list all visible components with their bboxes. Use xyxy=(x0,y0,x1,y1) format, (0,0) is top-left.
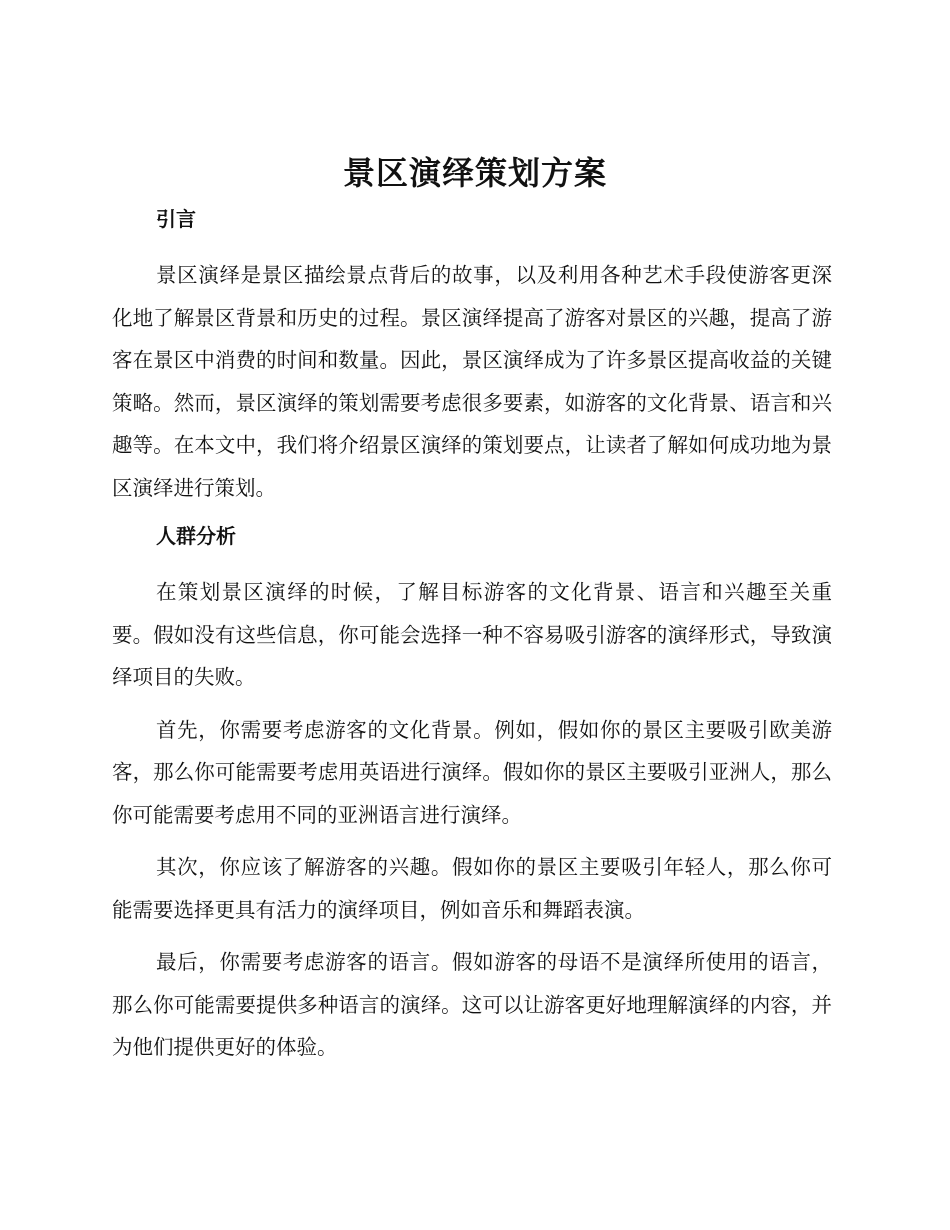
paragraph: 最后，你需要考虑游客的语言。假如游客的母语不是演绎所使用的语言，那么你可能需要提供多种语言的演绎。这可以让游客更好地理解演绎的内容，并为他们提供更好的体验。 xyxy=(112,950,832,1059)
section-heading: 引言 xyxy=(156,207,196,231)
paragraph: 在策划景区演绎的时候，了解目标游客的文化背景、语言和兴趣至关重要。假如没有这些信息，你可能会选择一种不容易吸引游客的演绎形式，导致演绎项目的失败。 xyxy=(112,580,832,689)
document-title: 景区演绎策划方案 xyxy=(342,154,607,192)
paragraph: 景区演绎是景区描绘景点背后的故事，以及利用各种艺术手段使游客更深化地了解景区背景和历史的过程。景区演绎提高了游客对景区的兴趣，提高了游客在景区中消费的时间和数量。因此，景区演绎成为了许多景区提高收益的关键策略。然而，景区演绎的策划需要考虑很多要素，如游客的文化背景、语言和兴趣等。在本文中，我们将介绍景区演绎的策划要点，让读者了解如何成功地为景区演绎进行策划。 xyxy=(112,263,832,500)
section-heading: 人群分析 xyxy=(156,524,236,548)
paragraph: 首先，你需要考虑游客的文化背景。例如，假如你的景区主要吸引欧美游客，那么你可能需要考虑用英语进行演绎。假如你的景区主要吸引亚洲人，那么你可能需要考虑用不同的亚洲语言进行演绎。 xyxy=(112,717,832,827)
section-audience-analysis xyxy=(112,519,832,1069)
document-body xyxy=(112,202,832,1079)
section-intro xyxy=(112,202,832,509)
paragraph: 其次，你应该了解游客的兴趣。假如你的景区主要吸引年轻人，那么你可能需要选择更具有活力的演绎项目，例如音乐和舞蹈表演。 xyxy=(112,855,832,922)
